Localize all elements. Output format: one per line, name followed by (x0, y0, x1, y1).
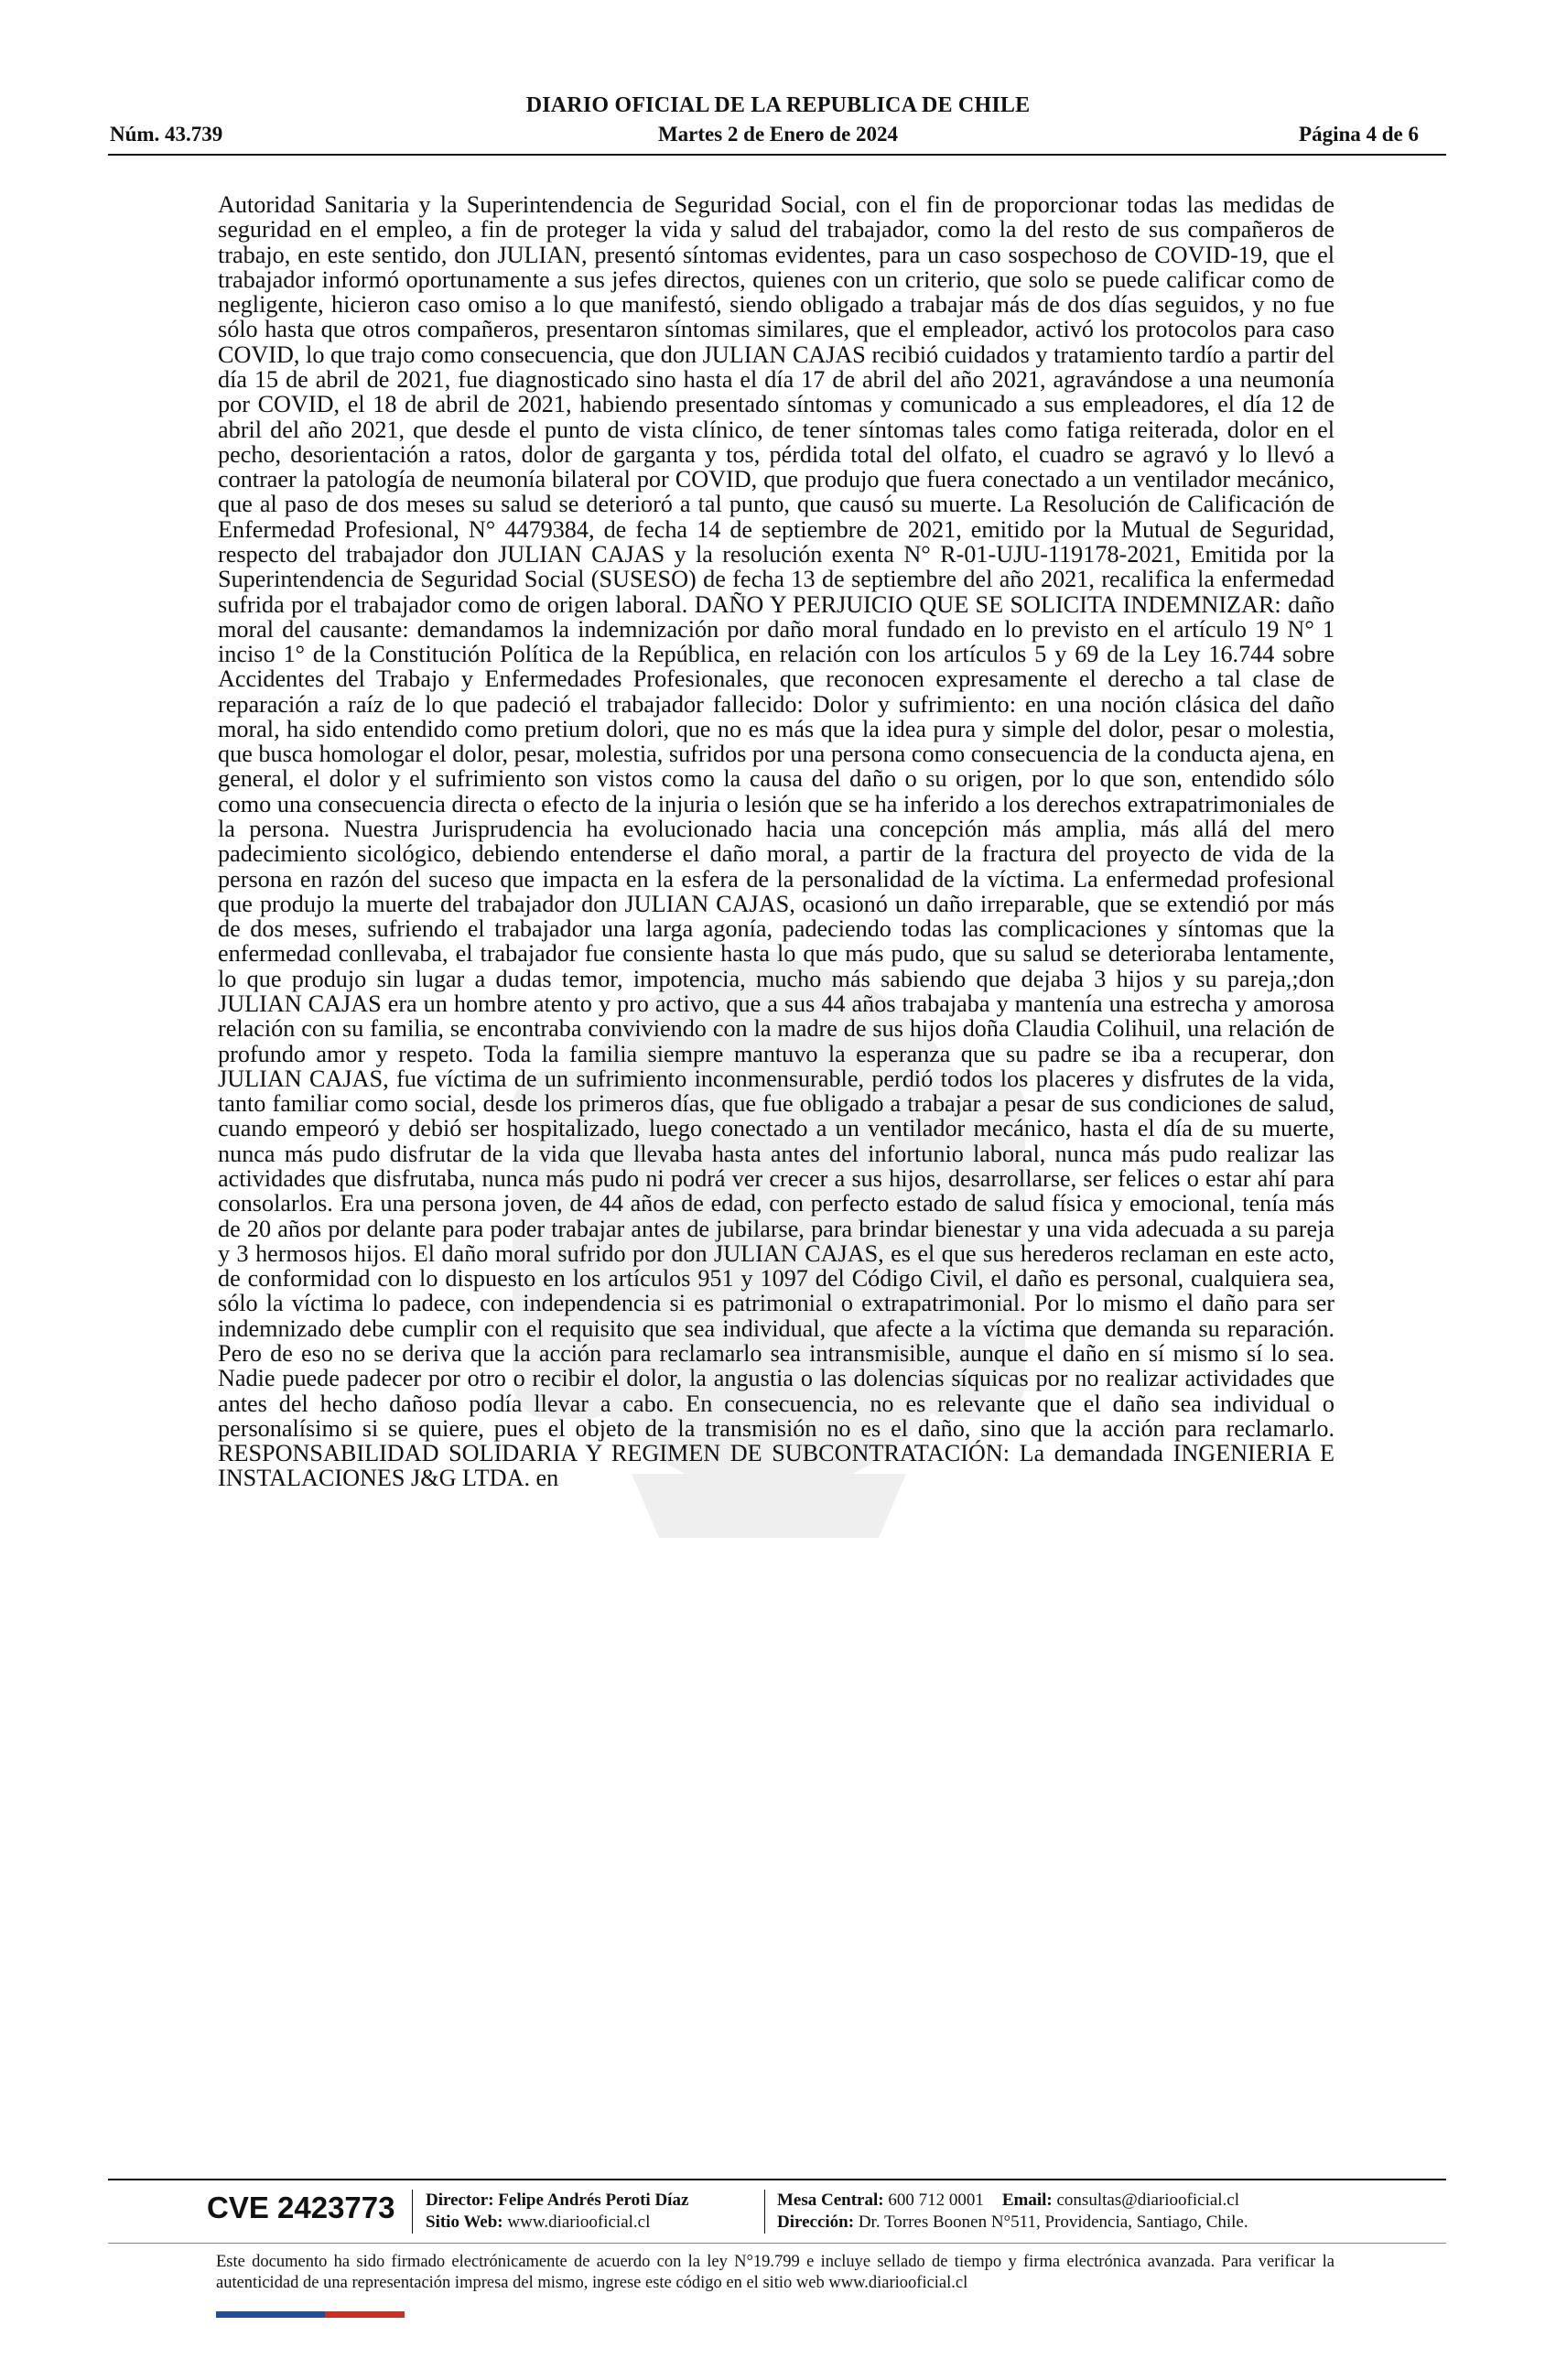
address-value: Dr. Torres Boonen N°511, Providencia, Santiago, Chile. (858, 2212, 1248, 2232)
site-label: Sitio Web: (426, 2212, 503, 2232)
newspaper-title: DIARIO OFICIAL DE LA REPUBLICA DE CHILE (525, 93, 1031, 117)
address-label: Dirección: (777, 2212, 855, 2232)
header-divider (108, 154, 1446, 156)
electronic-signature-notice: Este documento ha sido firmado electrónicamente de acuerdo con la ley N°19.799 e incluye sellado de tiempo y firma electrónica avanzada. Para verificar la autenticidad de una representación impresa del mismo, ingrese este código en el sitio web www.diariooficial.cl (216, 2253, 1334, 2292)
footer-separator (412, 2190, 413, 2234)
footer-editorial-info (426, 2190, 688, 2234)
mesa-label: Mesa Central: (777, 2191, 884, 2210)
footer-contact-info (777, 2190, 1248, 2234)
cve-code: CVE 2423773 (207, 2191, 395, 2224)
issue-date: Martes 2 de Enero de 2024 (657, 123, 899, 146)
footer-separator (764, 2190, 765, 2234)
director-label: Director: (426, 2191, 494, 2210)
email-link[interactable]: consultas@diariooficial.cl (1056, 2191, 1240, 2210)
email-label: Email: (1001, 2191, 1053, 2210)
article-paragraph: Autoridad Sanitaria y la Superintendencia de Seguridad Social, con el fin de proporcionar todas las medidas de seguridad en el empleo, a fin de proteger la vida y salud del trabajador, como la del resto de sus compañeros de trabajo, en este sentido, don JULIAN, presentó síntomas evidentes, para un caso sospechoso de COVID-19, que el trabajador informó oportunamente a sus jefes directos, quienes con un criterio, que solo se puede calificar como de negligente, hicieron caso omiso a lo que manifestó, siendo obligado a trabajar más de dos días seguidos, y no fue sólo hasta que otros compañeros, presentaron síntomas similares, que el empleador, activó los protocolos para caso COVID, lo que trajo como consecuencia, que don JULIAN CAJAS recibió cuidados y tratamiento tardío a partir del día 15 de abril de 2021, fue diagnosticado sino hasta el día 17 de abril del año 2021, agravándose a una neumonía por COVID, el 18 de abril de 2021, habiendo presentado síntomas y comunicado a sus empleadores, el día 12 de abril del año 2021, que desde el punto de vista clínico, de tener síntomas tales como fatiga reiterada, dolor en el pecho, desorientación a ratos, dolor de garganta y tos, pérdida total del olfato, el cuadro se agravó y lo llevó a contraer la patología de neumonía bilateral por COVID, que produjo que fuera conectado a un ventilador mecánico, que al paso de dos meses su salud se deterioró a tal punto, que causó su muerte. La Resolución de Calificación de Enfermedad Profesional, N° 4479384, de fecha 14 de septiembre de 2021, emitido por la Mutual de Seguridad, respecto del trabajador don JULIAN CAJAS y la resolución exenta N° R-01-UJU-119178-2021, Emitida por la Superintendencia de Seguridad Social (SUSESO) de fecha 13 de septiembre del año 2021, recalifica la enfermedad sufrida por el trabajador como de origen laboral. DAÑO Y PERJUICIO QUE SE SOLICITA INDEMNIZAR: daño moral del causante: demandamos la indemnización por daño moral fundado en lo previsto en el artículo 19 N° 1 inciso 1° de la Constitución Política de la República, en relación con los artículos 5 y 69 de la Ley 16.744 sobre Accidentes del Trabajo y Enfermedades Profesionales, que reconocen expresamente el derecho a tal clase de reparación a raíz de lo que padeció el trabajador fallecido: Dolor y sufrimiento: en una noción clásica del daño moral, ha sido entendido como pretium dolori, que no es más que la idea pura y simple del dolor, pesar o molestia, que busca homologar el dolor, pesar, molestia, sufridos por una persona como consecuencia de la conducta ajena, en general, el dolor y el sufrimiento son vistos como la causa del daño o su origen, por lo que son, entendido sólo como una consecuencia directa o efecto de la injuria o lesión que se ha inferido a los derechos extrapatrimoniales de la persona. Nuestra Jurisprudencia ha evolucionado hacia una concepción más amplia, más allá del mero padecimiento sicológico, debiendo entenderse el daño moral, a partir de la fractura del proyecto de vida de la persona en razón del suceso que impacta en la esfera de la personalidad de la víctima. La enfermedad profesional que produjo la muerte del trabajador don JULIAN CAJAS, ocasionó un daño irreparable, que se extendió por más de dos meses, sufriendo el trabajador una larga agonía, padeciendo todas las complicaciones y síntomas que la enfermedad conllevaba, el trabajador fue consiente hasta lo que más pudo, que su salud se deterioraba lentamente, lo que produjo sin lugar a dudas temor, impotencia, mucho más sabiendo que dejaba 3 hijos y su pareja,;don JULIAN CAJAS era un hombre atento y pro activo, que a sus 44 años trabajaba y mantenía una estrecha y amorosa relación con su familia, se encontraba conviviendo con la madre de sus hijos doña Claudia Colihuil, una relación de profundo amor y respeto. Toda la familia siempre mantuvo la esperanza que su padre se iba a recuperar, don JULIAN CAJAS, fue víctima de un sufrimiento inconmensurable, perdió todos los placeres y disfrutes de la vida, tanto familiar como social, desde los primeros días, que fue obligado a trabajar a pesar de sus condiciones de salud, cuando empeoró y debió ser hospitalizado, luego conectado a un ventilador mecánico, hasta el día de su muerte, nunca más pudo disfrutar de la vida que llevaba hasta antes del infortunio laboral, nunca más pudo realizar las actividades que disfrutaba, nunca más pudo ni podrá ver crecer a sus hijos, desarrollarse, ser felices o estar ahí para consolarlos. Era una persona joven, de 44 años de edad, con perfecto estado de salud física y emocional, tenía más de 20 años por delante para poder trabajar antes de jubilarse, para brindar bienestar y una vida adecuada a su pareja y 3 hermosos hijos. El daño moral sufrido por don JULIAN CAJAS, es el que sus herederos reclaman en este acto, de conformidad con lo dispuesto en los artículos 951 y 1097 del Código Civil, el daño es personal, cualquiera sea, sólo la víctima lo padece, con independencia si es patrimonial o extrapatrimonial. Por lo mismo el daño para ser indemnizado debe cumplir con el requisito que sea individual, que afecte a la víctima que demanda su reparación. Pero de eso no se deriva que la acción para reclamarlo sea intransmisible, aunque el daño en sí mismo sí lo sea. Nadie puede padecer por otro o recibir el dolor, la angustia o las dolencias síquicas por no realizar actividades que antes del hecho dañoso podía llevar a cabo. En consecuencia, no es relevante que el daño sea individual o personalísimo si se quiere, pues el objeto de la transmisión no es el daño, sino que la acción para reclamarlo. RESPONSABILIDAD SOLIDARIA Y REGIMEN DE SUBCONTRATACIÓN: La demandada INGENIERIA E INSTALACIONES J&G LTDA. en (218, 192, 1334, 1492)
article-body (218, 192, 1334, 2124)
footer-divider-thin (108, 2243, 1446, 2244)
mesa-phone: 600 712 0001 (888, 2191, 984, 2210)
site-link[interactable]: www.diariooficial.cl (507, 2212, 651, 2232)
flag-blue-segment (216, 2311, 325, 2318)
footer-divider (108, 2179, 1446, 2180)
director-name: Felipe Andrés Peroti Díaz (498, 2191, 689, 2210)
flag-red-segment (325, 2311, 405, 2318)
issue-number: Núm. 43.739 (110, 123, 223, 146)
chile-flag-bar (216, 2311, 405, 2318)
page-number: Página 4 de 6 (1299, 123, 1419, 146)
